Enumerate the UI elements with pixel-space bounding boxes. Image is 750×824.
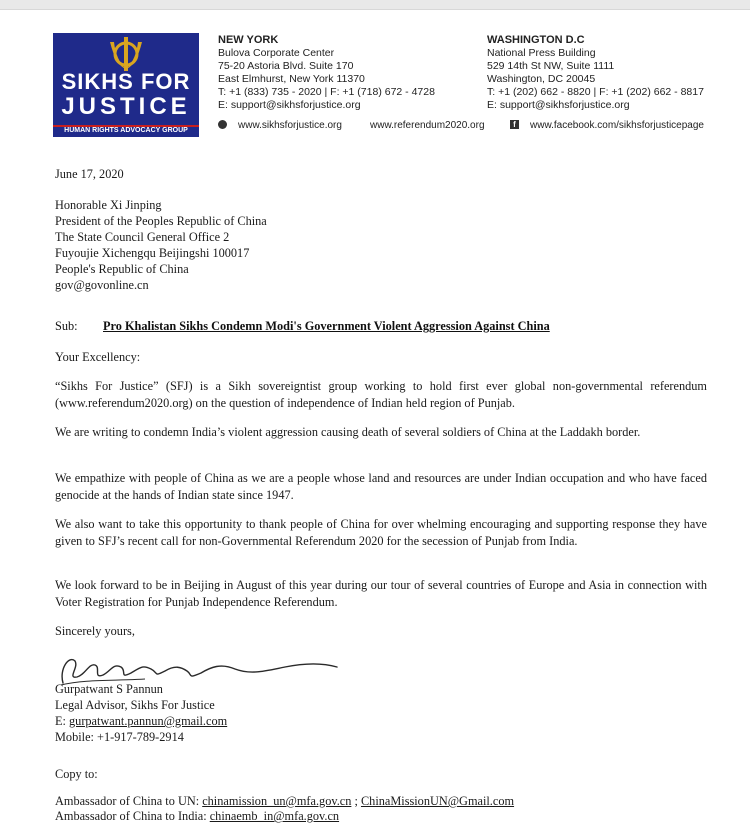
closing: Sincerely yours,: [55, 624, 135, 638]
signer-email-link[interactable]: gurpatwant.pannun@gmail.com: [69, 714, 228, 728]
subject-line: Pro Khalistan Sikhs Condemn Modi's Government Violent Aggression Against China: [103, 319, 550, 333]
cc-un-gmail-link[interactable]: ChinaMissionUN@Gmail.com: [360, 794, 515, 808]
city-washington: WASHINGTON D.C: [487, 34, 585, 46]
recipient-line: People's Republic of China: [55, 262, 189, 276]
link-sikhsforjustice[interactable]: www.sikhsforjustice.org: [238, 120, 342, 131]
address-new-york: [218, 34, 478, 112]
ny-address-line3: East Elmhurst, New York 11370: [218, 73, 365, 85]
dc-address-line3: Washington, DC 20045: [487, 73, 596, 85]
city-new-york: NEW YORK: [218, 34, 279, 46]
logo-tagline: HUMAN RIGHTS ADVOCACY GROUP: [64, 127, 188, 134]
ny-phone-fax: T: +1 (833) 735 - 2020 | F: +1 (718) 672 - 4728: [218, 86, 435, 98]
link-facebook[interactable]: www.facebook.com/sikhsforjusticepage: [530, 120, 704, 131]
dc-phone-fax: T: +1 (202) 662 - 8820 | F: +1 (202) 662 - 8817: [487, 86, 704, 98]
link-referendum2020[interactable]: www.referendum2020.org: [370, 120, 485, 131]
copy-to-label: Copy to:: [55, 767, 98, 781]
khanda-emblem-icon: [106, 36, 146, 72]
dc-email: E: support@sikhsforjustice.org: [487, 99, 630, 111]
recipient-line: Honorable Xi Jinping: [55, 198, 162, 212]
letter-date: June 17, 2020: [55, 167, 124, 181]
body-paragraph: We look forward to be in Beijing in August of this year during our tour of several countries of Europe and Asia in connection with Voter Registration for Punjab Independence Referendum.: [55, 578, 707, 609]
dc-address-line1: National Press Building: [487, 47, 596, 59]
recipient-email: gov@govonline.cn: [55, 278, 149, 292]
subject-label: Sub:: [55, 319, 78, 333]
logo-word-justice: JUSTICE: [61, 93, 191, 120]
signer-email-label: E:: [55, 714, 70, 728]
body-paragraph: We are writing to condemn India’s violent aggression causing death of several soldiers of China at the Laddakh border.: [55, 425, 641, 439]
signer-title: Legal Advisor, Sikhs For Justice: [55, 698, 215, 712]
dc-address-line2: 529 14th St NW, Suite 1111: [487, 60, 615, 72]
address-washington: [487, 34, 737, 112]
cc-line-un: [55, 793, 514, 809]
signer-mobile: Mobile: +1-917-789-2914: [55, 730, 184, 744]
recipient-line: Fuyoujie Xichengqu Beijingshi 100017: [55, 246, 250, 260]
ny-address-line1: Bulova Corporate Center: [218, 47, 335, 59]
cc-un-email-link[interactable]: chinamission_un@mfa.gov.cn: [202, 794, 352, 808]
salutation: Your Excellency:: [55, 350, 141, 364]
top-edge-bar: [0, 0, 750, 10]
cc-un-label: Ambassador of China to UN:: [55, 794, 203, 808]
body-paragraph: “Sikhs For Justice” (SFJ) is a Sikh sovereigntist group working to hold first ever global non-governmental referendum (www.referendum2020.org) on the question of independence of Indian held region of Punjab.: [55, 379, 707, 410]
signer-name: Gurpatwant S Pannun: [55, 682, 163, 696]
ny-email: E: support@sikhsforjustice.org: [218, 99, 361, 111]
cc-separator: ;: [351, 794, 361, 808]
ny-address-line2: 75-20 Astoria Blvd. Suite 170: [218, 60, 354, 72]
signer-block: [55, 681, 227, 745]
signer-email-line: [55, 713, 227, 729]
body-paragraph: We empathize with people of China as we are a people whose land and resources are under Indian occupation and who have faced genocide at the hands of Indian state since 1947.: [55, 471, 707, 502]
cc-india-label: Ambassador of China to India:: [55, 809, 210, 823]
sfj-logo: [53, 33, 199, 137]
cc-india-email-link[interactable]: chinaemb_in@mfa.gov.cn: [209, 809, 340, 823]
recipient-line: The State Council General Office 2: [55, 230, 230, 244]
recipient-block: [55, 197, 267, 293]
logo-word-sikhs-for: SIKHS FOR: [61, 69, 191, 94]
body-paragraph: We also want to take this opportunity to thank people of China for over whelming encouraging and supporting response they have given to SFJ’s recent call for non-Governmental Referendum 2020 for the secession of Punjab from India.: [55, 517, 707, 548]
recipient-line: President of the Peoples Republic of China: [55, 214, 267, 228]
